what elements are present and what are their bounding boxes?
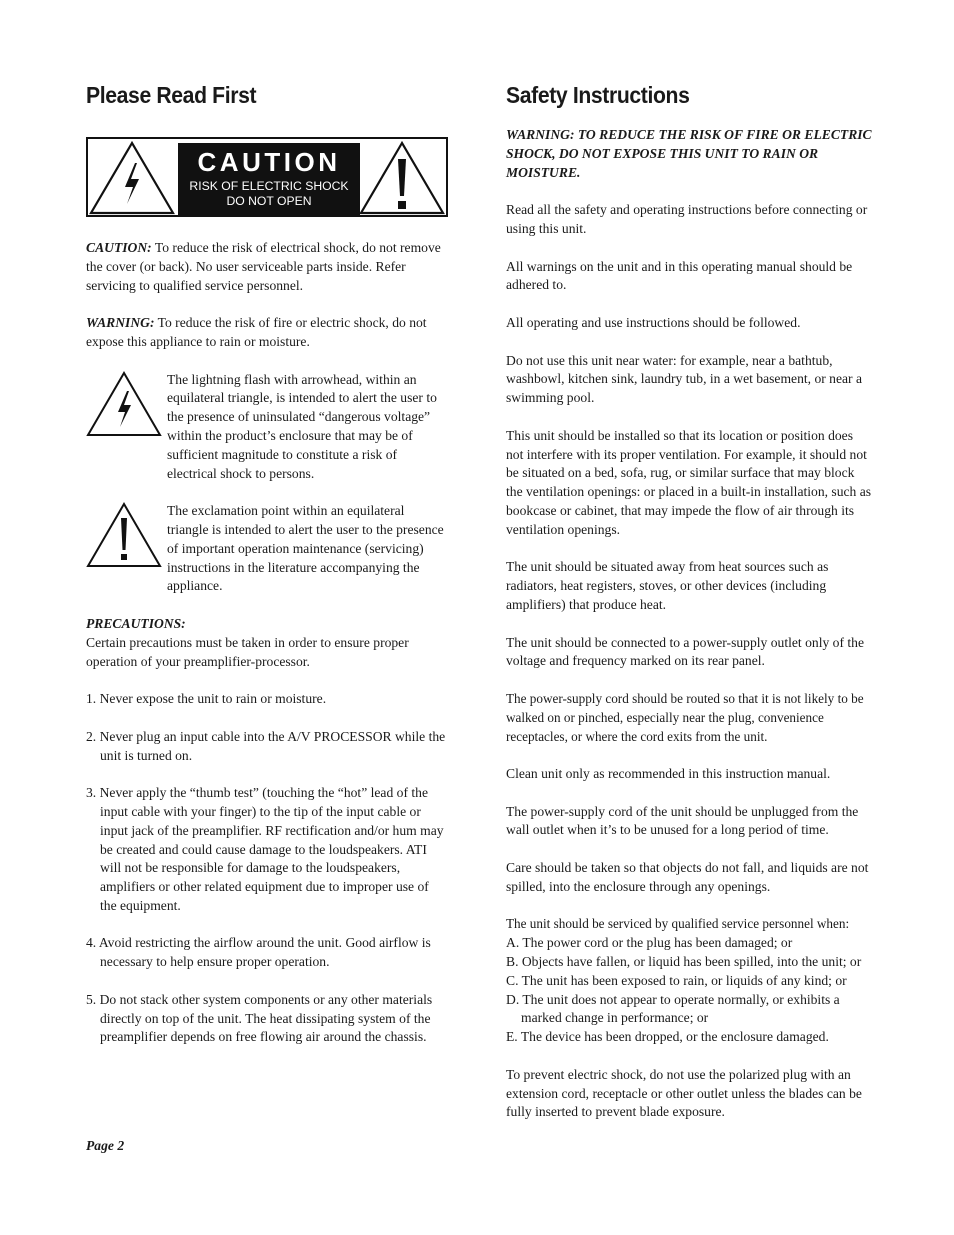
lightning-triangle-icon — [86, 371, 162, 437]
caution-center-panel — [178, 143, 360, 215]
safety-paragraph: The power-supply cord of the unit should be unplugged from the wall outlet when it’s to be unused for a long period of time. — [506, 803, 859, 838]
lightning-warning-icon — [88, 141, 176, 215]
caution-paragraph — [86, 239, 448, 295]
exclamation-triangle-icon — [86, 502, 162, 568]
safety-paragraph: This unit should be installed so that its location or position does not interfere with its proper ventilation. For example, it should not be situated on a bed, sofa, rug, or similar surface that may block the ventilation openings: or placed in a built-in installation, such as bookcase or cabinet, that may impede the flow of air through its ventilation openings. — [506, 427, 872, 537]
service-condition-item: A. The power cord or the plug has been damaged; or — [506, 935, 793, 951]
safety-paragraph: Do not use this unit near water: for example, near a bathtub, washbowl, kitchen sink, laundry tub, in a wet basement, or near a swimming pool. — [506, 352, 862, 406]
caution-body-text: To reduce the risk of electrical shock, do not remove the cover (or back). No user serviceable parts inside. Refer servicing to qualified service personnel. — [86, 240, 441, 293]
precaution-item: 2. Never plug an input cable into the A/V PROCESSOR while the unit is turned on. — [86, 728, 446, 763]
safety-paragraph: The unit should be situated away from heat sources such as radiators, heat registers, stoves, or other devices (including amplifiers) that produce heat. — [506, 559, 829, 612]
safety-paragraph: Read all the safety and operating instructions before connecting or using this unit. — [506, 202, 868, 236]
caution-label-text: CAUTION: — [86, 240, 152, 255]
caution-word: CAUTION — [197, 147, 341, 177]
precaution-item: 1. Never expose the unit to rain or moisture. — [86, 691, 327, 707]
right-column — [506, 78, 872, 1122]
warning-body-text: To reduce the risk of fire or electric shock, do not expose this appliance to rain or moisture. — [86, 315, 427, 349]
caution-risk-line: RISK OF ELECTRIC SHOCK — [189, 179, 349, 193]
safety-instructions-heading: Safety Instructions — [506, 82, 690, 108]
page-number: Page 2 — [86, 1138, 125, 1153]
lightning-explanation-text: The lightning flash with arrowhead, within an equilateral triangle, is intended to alert the user to the presence of uninsulated “dangerous voltage” within the product’s enclosure that may be of sufficient magnitude to constitute a risk of electrical shock to persons. — [167, 371, 437, 481]
safety-warning: WARNING: TO REDUCE THE RISK OF FIRE OR ELECTRIC SHOCK, DO NOT EXPOSE THIS UNIT TO RAIN OR MOISTURE. — [506, 127, 872, 180]
safety-paragraph: All operating and use instructions should be followed. — [506, 314, 801, 330]
please-read-first-heading: Please Read First — [86, 82, 257, 108]
caution-do-not-open-line: DO NOT OPEN — [226, 194, 312, 208]
service-condition-item: D. The unit does not appear to operate normally, or exhibits a marked change in performance; or — [506, 991, 840, 1026]
service-conditions-list — [506, 934, 872, 1047]
safety-paragraph: All warnings on the unit and in this operating manual should be adhered to. — [506, 258, 853, 293]
service-condition-item: B. Objects have fallen, or liquid has been spilled, into the unit; or — [506, 954, 862, 970]
lightning-explanation — [86, 371, 448, 484]
warning-paragraph — [86, 314, 448, 352]
exclamation-explanation-text: The exclamation point within an equilateral triangle is intended to alert the user to the presence of important operation maintenance (servicing) instructions in the literature accompanying the appliance. — [167, 503, 444, 594]
caution-label — [86, 137, 448, 217]
exclamation-explanation — [86, 502, 448, 596]
safety-paragraph: The power-supply cord should be routed so that it is not likely to be walked on or pinched, especially near the plug, convenience receptacles, or where the cord exits from the unit. — [506, 690, 864, 744]
safety-paragraph: Care should be taken so that objects do not fall, and liquids are not spilled, into the enclosure through any openings. — [506, 860, 869, 894]
precautions-list — [86, 690, 448, 1047]
precaution-item: 5. Do not stack other system components or any other materials directly on top of the unit. The heat dissipating system of the preamplifier depends on free flowing air around the chassis. — [86, 991, 433, 1045]
safety-paragraph: Clean unit only as recommended in this instruction manual. — [506, 766, 831, 782]
exclamation-warning-icon — [358, 141, 446, 215]
service-condition-item: E. The device has been dropped, or the enclosure damaged. — [506, 1029, 829, 1045]
left-column — [86, 78, 448, 1047]
safety-paragraph: The unit should be connected to a power-supply outlet only of the voltage and frequency marked on its rear panel. — [506, 634, 864, 669]
service-intro: The unit should be serviced by qualified service personnel when: — [506, 916, 850, 932]
warning-label-text: WARNING: — [86, 315, 155, 331]
service-condition-item: C. The unit has been exposed to rain, or liquids of any kind; or — [506, 972, 847, 988]
final-safety-paragraph: To prevent electric shock, do not use the polarized plug with an extension cord, receptacle or other outlet unless the blades can be fully inserted to prevent blade exposure. — [506, 1066, 862, 1120]
precautions-intro: Certain precautions must be taken in order to ensure proper operation of your preamplifier-processor. — [86, 634, 409, 669]
precautions-heading: PRECAUTIONS: — [86, 615, 186, 631]
precaution-item: 4. Avoid restricting the airflow around the unit. Good airflow is necessary to help ensure proper operation. — [86, 935, 431, 970]
precaution-item: 3. Never apply the “thumb test” (touching the “hot” lead of the input cable with your finger) to the tip of the input cable or input jack of the preamplifier. RF rectification and/or hum may be created and could cause damage to the loudspeakers. ATI will not be responsible for damage to the loudspeakers, amplifiers or other related equipment due to improper use of the equipment. — [86, 785, 444, 913]
